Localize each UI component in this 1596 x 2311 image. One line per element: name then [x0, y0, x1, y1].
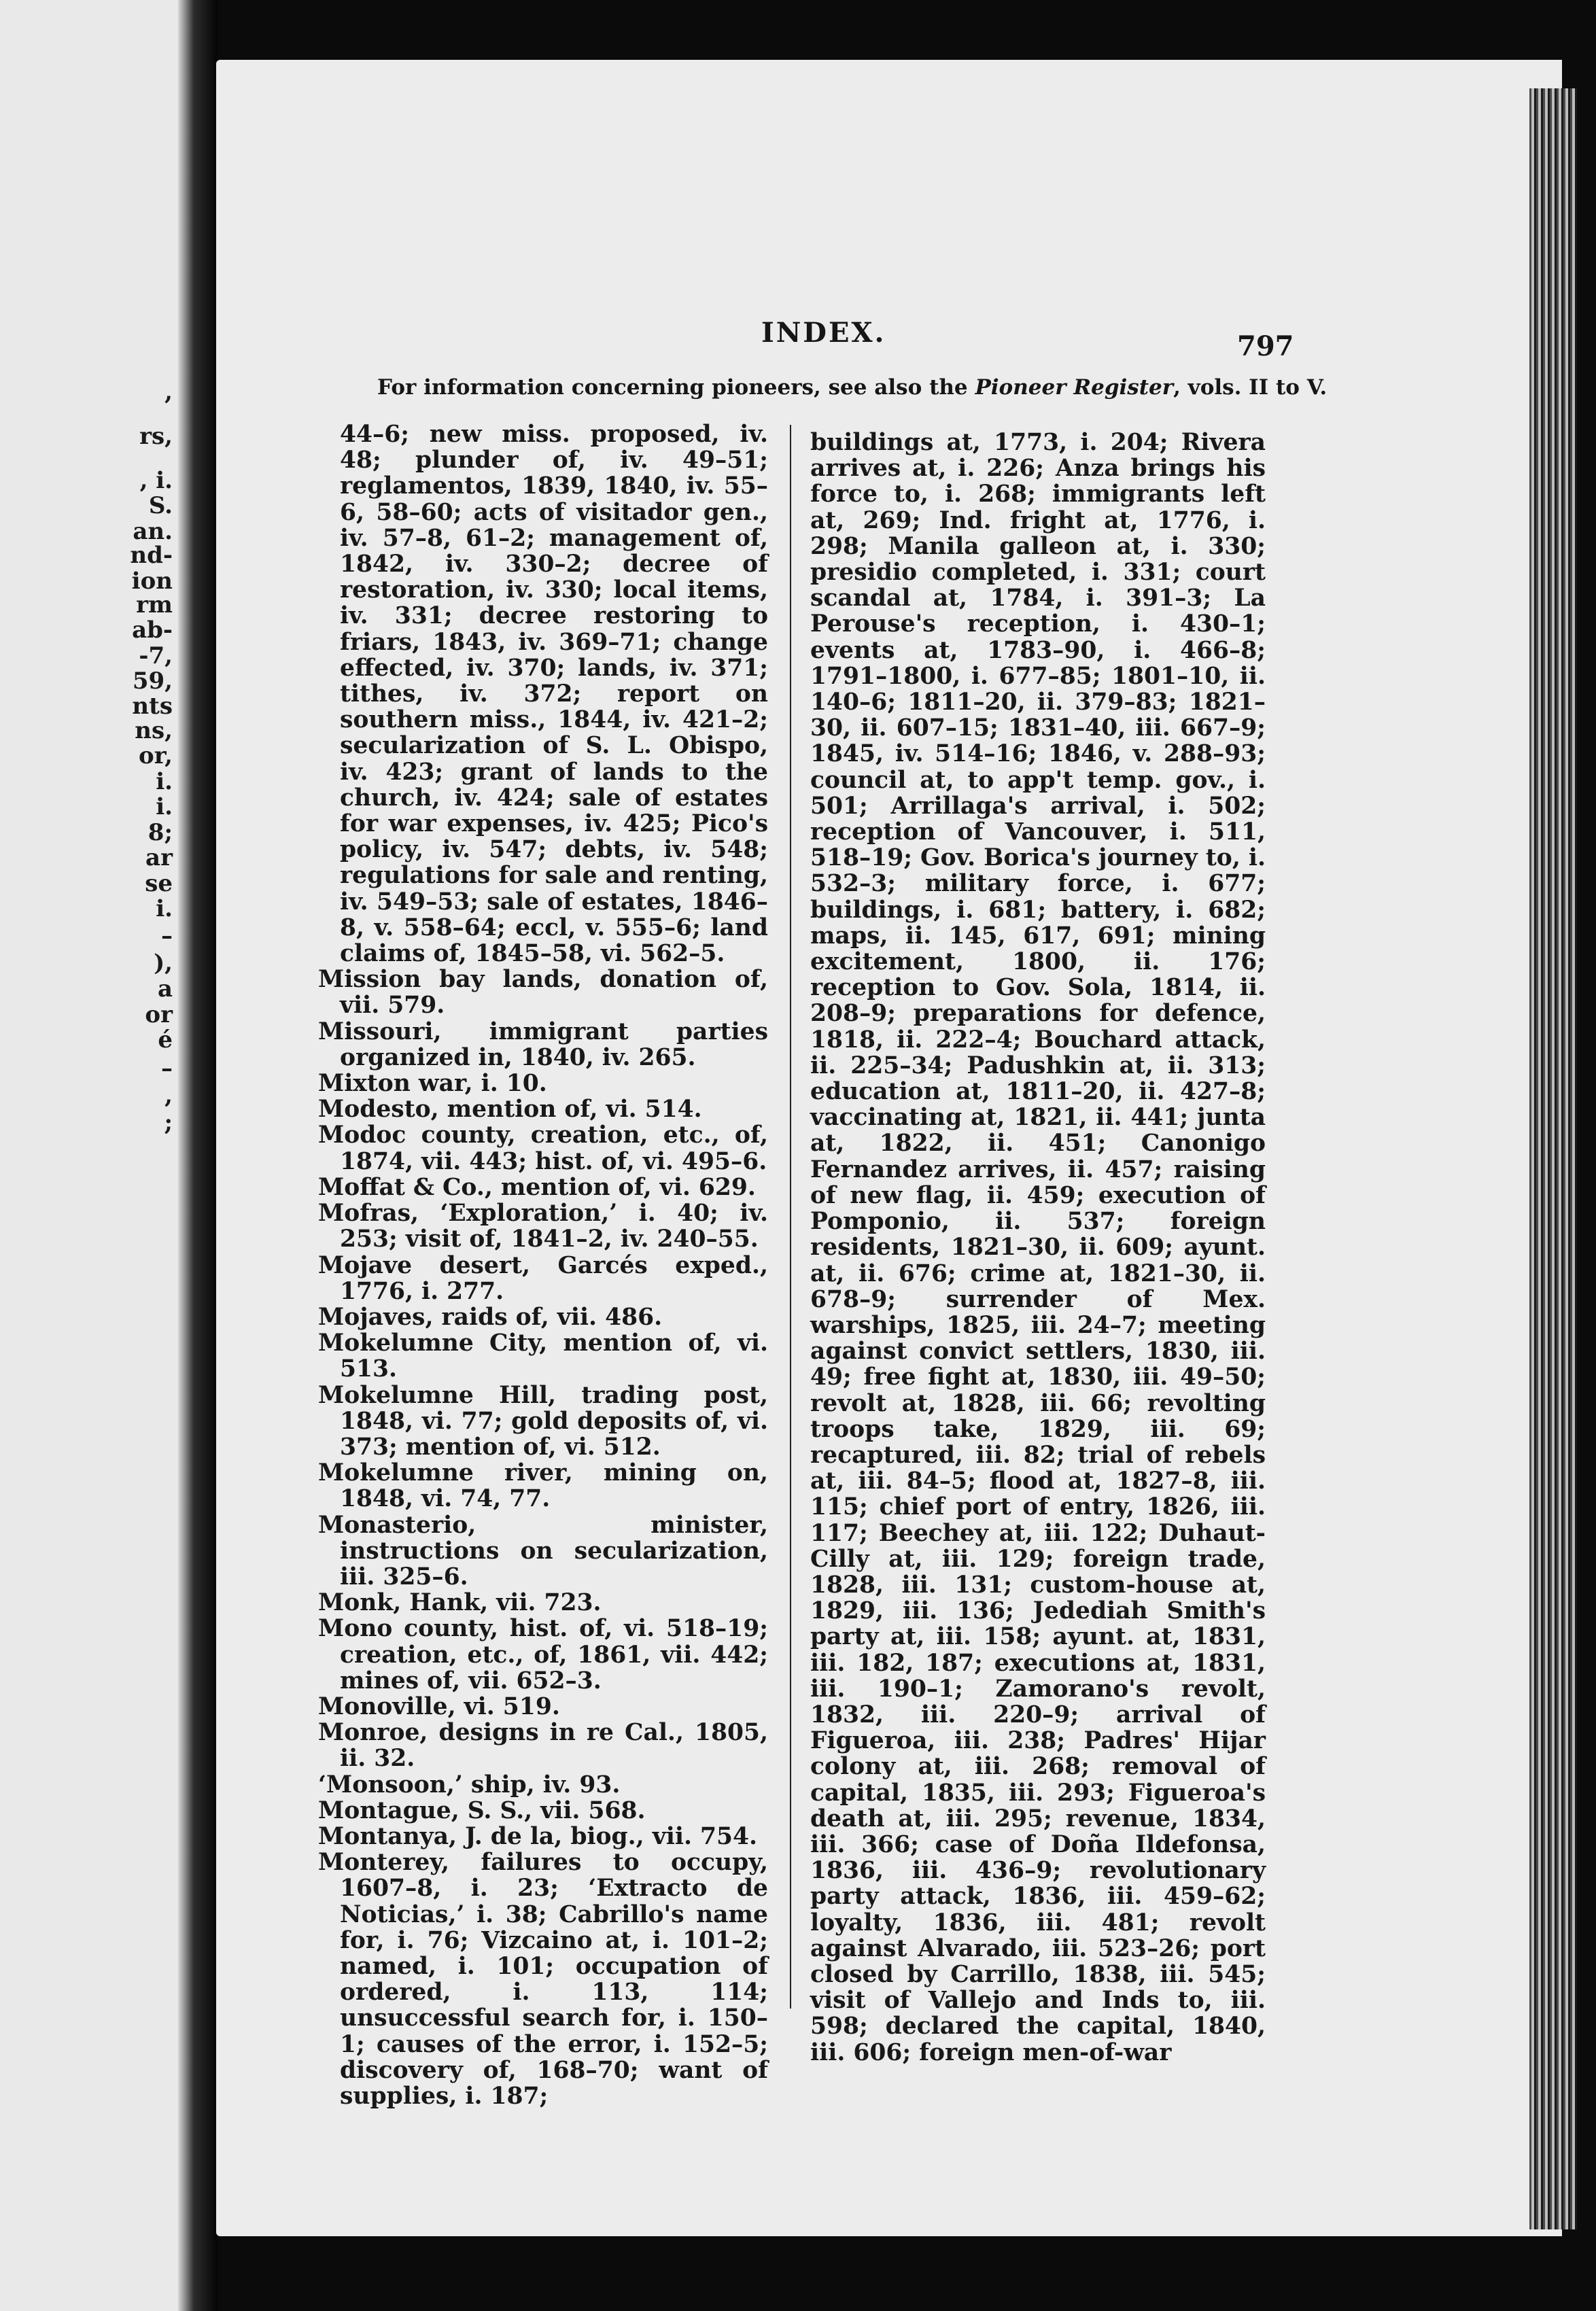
running-head: INDEX.: [761, 317, 886, 349]
prev-page-fragment: an.: [133, 518, 173, 545]
prev-page-fragment: i.: [156, 895, 173, 922]
index-entry: Mokelumne Hill, trading post, 1848, vi. 77; gold deposits of, vi. 373; mention of, vi. 512.: [318, 1381, 768, 1461]
index-entry: ‘Monsoon,’ ship, iv. 93.: [318, 1771, 621, 1799]
index-entry: Mojaves, raids of, vii. 486.: [318, 1303, 663, 1331]
page-number: 797: [1237, 330, 1294, 362]
pioneer-register-note: [377, 375, 1328, 400]
index-entry: Missouri, immigrant parties organized in, 1840, iv. 265.: [318, 1018, 768, 1071]
index-entry: Mojave desert, Garcés exped., 1776, i. 277.: [318, 1251, 768, 1305]
prev-page-fragment: or,: [139, 742, 173, 769]
prev-page-fragment: S.: [148, 492, 173, 519]
previous-page-edge: [0, 0, 178, 2311]
column-divider: [790, 425, 791, 2009]
index-entry: Monoville, vi. 519.: [318, 1692, 560, 1720]
index-entry: Modoc county, creation, etc., of, 1874, vii. 443; hist. of, vi. 495–6.: [318, 1122, 768, 1175]
prev-page-fragment: –: [161, 1055, 173, 1082]
prev-page-fragment: ab-: [132, 616, 173, 644]
index-entry: Mokelumne City, mention of, vi. 513.: [318, 1330, 768, 1383]
index-entry: buildings at, 1773, i. 204; Rivera arrives at, i. 226; Anza brings his force to, i. 268; immigrants left at, 269; Ind. fright at, 1776, i. 298; Manila galleon at, i. 330; presidio completed, i. 331; court scandal at, 1784, i. 391–3; La Perouse's reception, i. 430–1; events at, 1783–90, i. 466–8; 1791–1800, i. 677–85; 1801–10, ii. 140–6; 1811–20, ii. 379–83; 1821–30, ii. 607–15; 1831–40, iii. 667–9; 1845, iv. 514–16; 1846, v. 288–93; council at, to app't temp. gov., i. 501; Arrillaga's arrival, i. 502; reception of Vancouver, i. 511, 518–19; Gov. Borica's journey to, i. 532–3; military force, i. 677; buildings, i. 681; battery, i. 682; maps, ii. 145, 617, 691; mining excitement, 1800, ii. 176; reception to Gov. Sola, 1814, ii. 208–9; preparations for defence, 1818, ii. 222–4; Bouchard attack, ii. 225–34; Padushkin at, ii. 313; education at, 1811–20, ii. 427–8; vaccinating at, 1821, ii. 441; junta at, 1822, ii. 451; Canonigo Fernandez arrives, ii. 457; raising of new flag, ii. 459; execution of Pomponio, ii. 537; foreign residents, 1821–30, ii. 609; ayunt. at, ii. 676; crime at, 1821–30, ii. 678–9; surrender of Mex. warships, 1825, iii. 24–7; meeting against convict settlers, 1830, iii. 49; free fight at, 1830, iii. 49–50; revolt at, 1828, iii. 66; revolting troops take, 1829, iii. 69; recaptured, iii. 82; trial of rebels at, iii. 84–5; flood at, 1827–8, iii. 115; chief port of entry, 1826, iii. 117; Beechey at, iii. 122; Duhaut-Cilly at, iii. 129; foreign trade, 1828, iii. 131; custom-house at, 1829, iii. 136; Jedediah Smith's party at, iii. 158; ayunt. at, 1831, iii. 182, 187; executions at, 1831, iii. 190–1; Zamorano's revolt, 1832, iii. 220–9; arrival of Figueroa, iii. 238; Padres' Hijar colony at, iii. 268; removal of capital, 1835, iii. 293; Figueroa's death at, iii. 295; revenue, 1834, iii. 366; case of Doña Ildefonsa, 1836, iii. 436–9; revolutionary party attack, 1836, iii. 459–62; loyalty, 1836, iii. 481; revolt against Alvarado, iii. 523–26; port closed by Carrillo, 1838, iii. 545; visit of Vallejo and Inds to, iii. 598; declared the capital, 1840, iii. 606; foreign men-of-war: [810, 429, 1266, 2066]
prev-page-fragment: a: [157, 975, 173, 1003]
prev-page-fragment: ),: [154, 950, 173, 977]
index-entry: Monasterio, minister, instructions on secularization, iii. 325–6.: [318, 1511, 768, 1591]
prev-page-fragment: i.: [156, 793, 173, 820]
prev-page-fragment: 59,: [132, 667, 173, 695]
prev-page-fragment: rs,: [139, 423, 173, 450]
prev-page-fragment: -7,: [139, 642, 173, 670]
note-italic: Pioneer Register: [975, 375, 1174, 400]
index-entry: Monk, Hank, vii. 723.: [318, 1589, 602, 1617]
left-column: [318, 421, 768, 2109]
index-entry: Mono county, hist. of, vi. 518–19; creation, etc., of, 1861, vii. 442; mines of, vii. 652–3.: [318, 1615, 768, 1695]
prev-page-fragment: 8;: [148, 819, 173, 846]
book-gutter: [178, 0, 218, 2311]
prev-page-fragment: –: [161, 922, 173, 950]
page-stack-edge: [1529, 88, 1577, 2229]
prev-page-fragment: i.: [156, 768, 173, 795]
index-entry: Moffat & Co., mention of, vi. 629.: [318, 1173, 756, 1201]
prev-page-fragment: or: [145, 1001, 173, 1028]
right-column: [810, 430, 1266, 2066]
prev-page-fragment: ,: [164, 1082, 173, 1109]
index-entry: Mission bay lands, donation of, vii. 579.: [318, 966, 768, 1020]
prev-page-fragment: é: [158, 1026, 173, 1054]
prev-page-fragment: ;: [164, 1109, 173, 1136]
prev-page-fragment: ar: [145, 844, 173, 871]
note-suffix: , vols. II to V.: [1173, 375, 1328, 400]
index-entry: Monterey, failures to occupy, 1607–8, i. 23; ‘Extracto de Noticias,’ i. 38; Cabrillo's name for, i. 76; Vizcaino at, i. 101–2; named, i. 101; occupation of ordered, i. 113, 114; unsuccessful search for, i. 150–1; causes of the error, i. 152–5; discovery of, 168–70; want of supplies, i. 187;: [318, 1849, 768, 2110]
prev-page-fragment: nts: [132, 693, 173, 720]
prev-page-fragment: rm: [136, 591, 173, 619]
prev-page-fragment: ,: [164, 379, 173, 406]
index-entry: Modesto, mention of, vi. 514.: [318, 1096, 702, 1124]
prev-page-fragment: , i.: [139, 467, 173, 494]
index-entry: Montanya, J. de la, biog., vii. 754.: [318, 1822, 758, 1850]
index-entry: 44–6; new miss. proposed, iv. 48; plunder of, iv. 49–51; reglamentos, 1839, 1840, iv. 55–6, 58–60; acts of visitador gen., iv. 57–8, 61–2; management of, 1842, iv. 330–2; decree of restoration, iv. 330; local items, iv. 331; decree restoring to friars, 1843, iv. 369–71; change effected, iv. 370; lands, iv. 371; tithes, iv. 372; report on southern miss., 1844, iv. 421–2; secularization of S. L. Obispo, iv. 423; grant of lands to the church, iv. 424; sale of estates for war expenses, iv. 425; Pico's policy, iv. 547; debts, iv. 548; regulations for sale and renting, iv. 549–53; sale of estates, 1846–8, v. 558–64; eccl, v. 555–6; land claims of, 1845–58, vi. 562–5.: [340, 421, 768, 968]
index-entry: Mokelumne river, mining on, 1848, vi. 74, 77.: [318, 1459, 768, 1513]
prev-page-fragment: ns,: [135, 717, 173, 744]
index-entry: Monroe, designs in re Cal., 1805, ii. 32.: [318, 1719, 768, 1773]
prev-page-fragment: se: [145, 870, 173, 897]
note-prefix: For information concerning pioneers, see also the: [377, 375, 975, 400]
prev-page-fragment: ion: [131, 568, 173, 595]
index-entry: Mixton war, i. 10.: [318, 1070, 547, 1098]
index-entry: Mofras, ‘Exploration,’ i. 40; iv. 253; visit of, 1841–2, iv. 240–55.: [318, 1200, 768, 1253]
index-entry: Montague, S. S., vii. 568.: [318, 1796, 646, 1824]
prev-page-fragment: nd-: [130, 542, 173, 569]
